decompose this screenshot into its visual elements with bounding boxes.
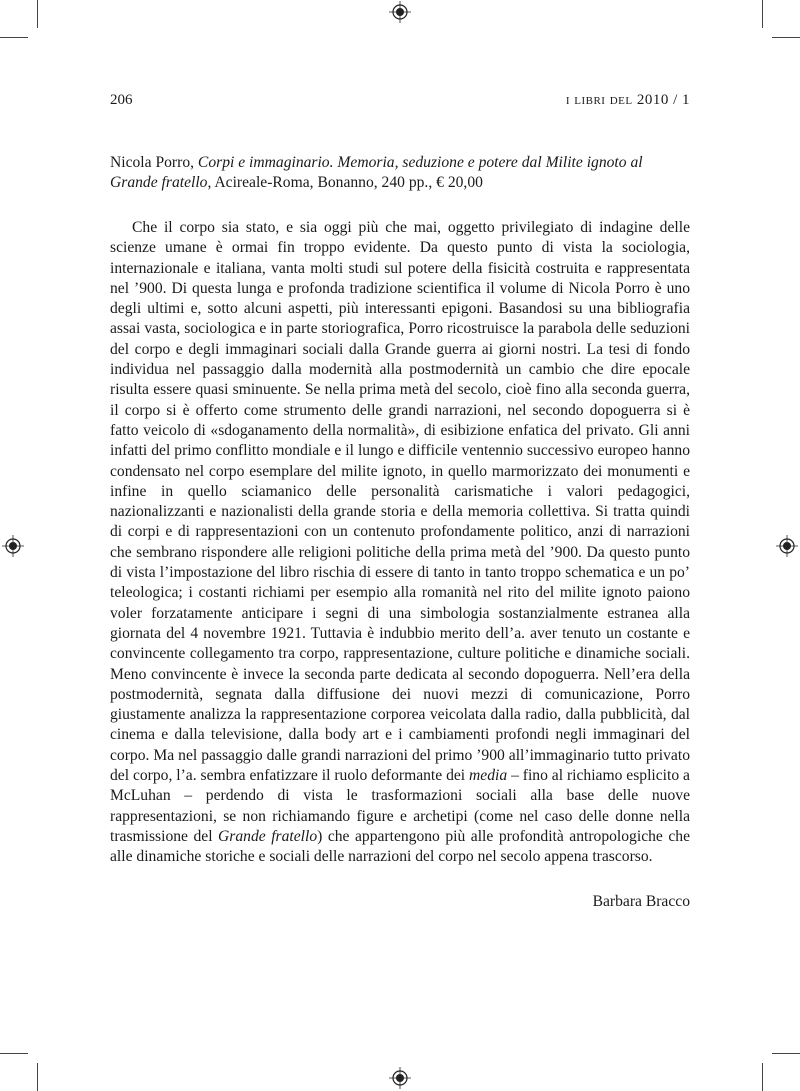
page-header bbox=[110, 92, 690, 118]
running-head: i libri del 2010 / 1 bbox=[565, 92, 690, 108]
registration-mark-left-icon bbox=[2, 535, 24, 557]
review-italic-media: media bbox=[469, 767, 508, 785]
citation-publication: , Acireale-Roma, Bonanno, 240 pp., € 20,00 bbox=[207, 174, 483, 192]
page-number: 206 bbox=[110, 92, 133, 108]
citation-author: Nicola Porro, bbox=[110, 154, 198, 171]
review-author-signature: Barbara Bracco bbox=[592, 893, 690, 910]
citation-title: Corpi e immaginario. Memoria, seduzione e potere dal Milite ignoto al Grande fratello bbox=[110, 154, 643, 192]
registration-mark-right-icon bbox=[776, 535, 798, 557]
crop-mark-bottom-left bbox=[37, 1063, 38, 1091]
crop-mark-bottom-left-h bbox=[0, 1053, 28, 1054]
crop-mark-top-left bbox=[37, 0, 38, 28]
review-text-part3: ) che appartengono più alle profondità antropologiche che alle dinamiche storiche e sociali delle narrazioni del corpo nel secolo appena trascorso. bbox=[110, 827, 690, 866]
review-body bbox=[110, 218, 690, 868]
crop-mark-bottom-right bbox=[762, 1063, 763, 1091]
crop-mark-top-right-h bbox=[772, 37, 800, 38]
registration-mark-bottom-icon bbox=[389, 1067, 411, 1089]
crop-mark-top-right bbox=[762, 0, 763, 28]
review-text-part2: – fino al richiamo esplicito a McLuhan – perdendo di vista le trasformazioni sociali alla base delle nuove rappresentazioni, se non richiamando figure e archetipi (come nel caso delle donne nella trasmissione del bbox=[110, 767, 690, 845]
review-italic-grande-fratello: Grande fratello bbox=[218, 827, 318, 845]
crop-mark-bottom-right-h bbox=[772, 1053, 800, 1054]
review-text-part1: Che il corpo sia stato, e sia oggi più che mai, oggetto privilegiato di indagine delle scienze umane è ormai fin troppo evidente. Da questo punto di vista la sociologia, internazionale e italiana, vanta molti studi sul potere della fisicità costruita e rappresentata nel ’900. Di questa lunga e profonda tradizione scientifica il volume di Nicola Porro è uno degli ultimi e, sotto alcuni aspetti, più interessanti epigoni. Basandosi su una bibliografia assai vasta, sociologica e in parte storiografica, Porro ricostruisce la parabola delle seduzioni del corpo e degli immaginari sociali dalla Grande guerra ai giorni nostri. La tesi di fondo individua nel passaggio dalla modernità alla postmodernità un cambio che dire epocale risulta essere quasi sminuente. Se nella prima metà del secolo, cioè fino alla seconda guerra, il corpo si è offerto come strumento delle grandi narrazioni, nel secondo dopoguerra si è fatto veicolo di «sdoganamento della normalità», di esibizione enfatica del privato. Gli anni infatti del primo conflitto mondiale e il lungo e difficile ventennio successivo europeo hanno condensato nel corpo esemplare del milite ignoto, in quello marmorizzato dei monumenti e infine in quello sciamanico delle personalità carismatiche i valori pedagogici, nazionalizzanti e nazionalisti della grande storia e della memoria collettiva. Si tratta quindi di corpi e di rappresentazioni con un contenuto profondamente politico, anzi di narrazioni che sembrano rispondere alle religioni politiche della prima metà del ’900. Da questo punto di vista l’impostazione del libro rischia di essere di tanto in tanto troppo schematica e un po’ teleologica; i costanti richiami per esempio alla romanità nel rito del milite ignoto paiono voler forzatamente anticipare i segni di una simbologia sostanzialmente estranea alla giornata del 4 novembre 1921. Tuttavia è indubbio merito dell’a. aver tenuto un costante e convincente collegamento tra corpo, rappresentazione, culture politiche e dinamiche sociali. Meno convincente è invece la seconda parte dedicata al secondo dopoguerra. Nell’era della postmodernità, segnata dalla diffusione dei nuovi mezzi di comunicazione, Porro giustamente analizza la rappresentazione corporea veicolata dalla radio, dalla pubblicità, dal cinema e dalla televisione, dalla body art e i cambiamenti profondi negli immaginari del corpo. Ma nel passaggio dalle grandi narrazioni del primo ’900 all’immaginario tutto privato del corpo, l’a. sembra enfatizzare il ruolo deformante dei bbox=[110, 219, 690, 785]
book-citation bbox=[110, 153, 690, 194]
crop-mark-top-left-h bbox=[0, 37, 28, 38]
registration-mark-top-icon bbox=[389, 1, 411, 23]
